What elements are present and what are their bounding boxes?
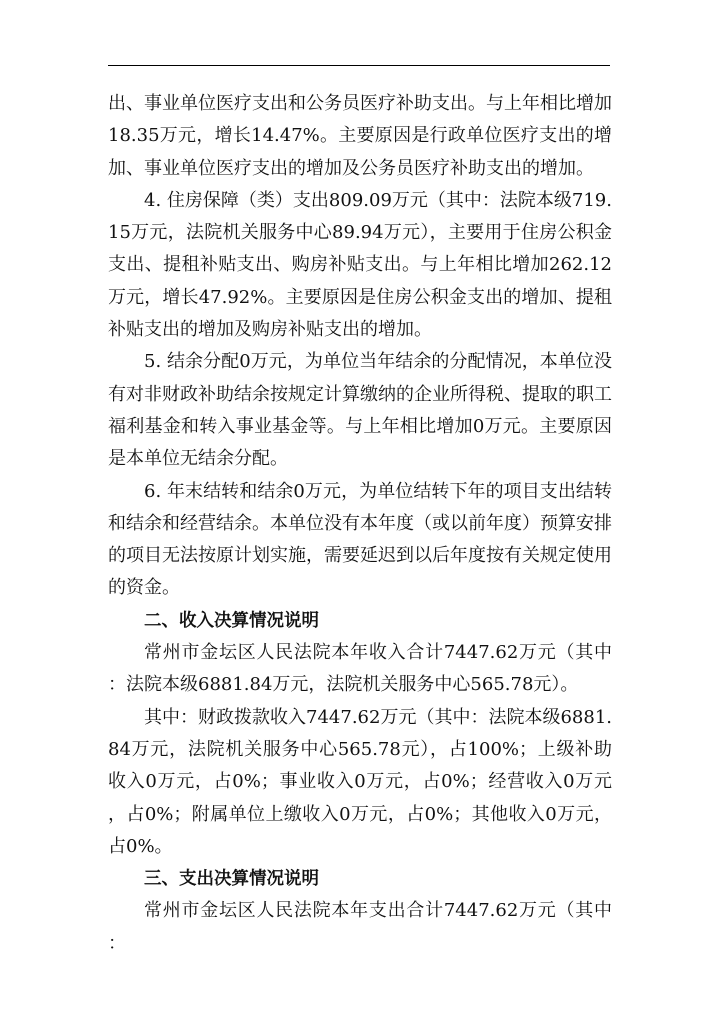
document-body	[108, 88, 612, 960]
paragraph-income-total: 常州市金坛区人民法院本年收入合计7447.62万元（其中：法院本级6881.84万元，法院机关服务中心565.78元）。	[108, 642, 612, 696]
paragraph-housing-expenditure: 4. 住房保障（类）支出809.09万元（其中：法院本级719.15万元，法院机关服务中心89.94万元），主要用于住房公积金支出、提租补贴支出、购房补贴支出。与上年相比增加262.12万元，增长47.92%。主要原因是住房公积金支出的增加、提租补贴支出的增加及购房补贴支出的增加。	[108, 189, 612, 341]
header-rule	[108, 65, 610, 66]
paragraph-expenditure-total: 常州市金坛区人民法院本年支出合计7447.62万元（其中：	[108, 900, 612, 954]
paragraph-surplus-distribution: 5. 结余分配0万元，为单位当年结余的分配情况，本单位没有对非财政补助结余按规定计算缴纳的企业所得税、提取的职工福利基金和转入事业基金等。与上年相比增加0万元。主要原因是本单位无结余分配。	[108, 351, 612, 470]
paragraph-income-breakdown: 其中：财政拨款收入7447.62万元（其中：法院本级6881.84万元，法院机关服务中心565.78元），占100%；上级补助收入0万元，占0%；事业收入0万元，占0%；经营收入0万元，占0%；附属单位上缴收入0万元，占0%；其他收入0万元，占0%。	[108, 706, 612, 857]
paragraph-year-end-carryover: 6. 年末结转和结余0万元，为单位结转下年的项目支出结转和结余和经营结余。本单位没有本年度（或以前年度）预算安排的项目无法按原计划实施，需要延迟到以后年度按有关规定使用的资金。	[108, 480, 612, 599]
section-heading-expenditure: 三、支出决算情况说明	[144, 869, 319, 890]
paragraph-medical-continuation: 出、事业单位医疗支出和公务员医疗补助支出。与上年相比增加18.35万元，增长14.47%。主要原因是行政单位医疗支出的增加、事业单位医疗支出的增加及公务员医疗补助支出的增加。	[108, 93, 612, 179]
section-heading-income: 二、收入决算情况说明	[144, 610, 319, 631]
